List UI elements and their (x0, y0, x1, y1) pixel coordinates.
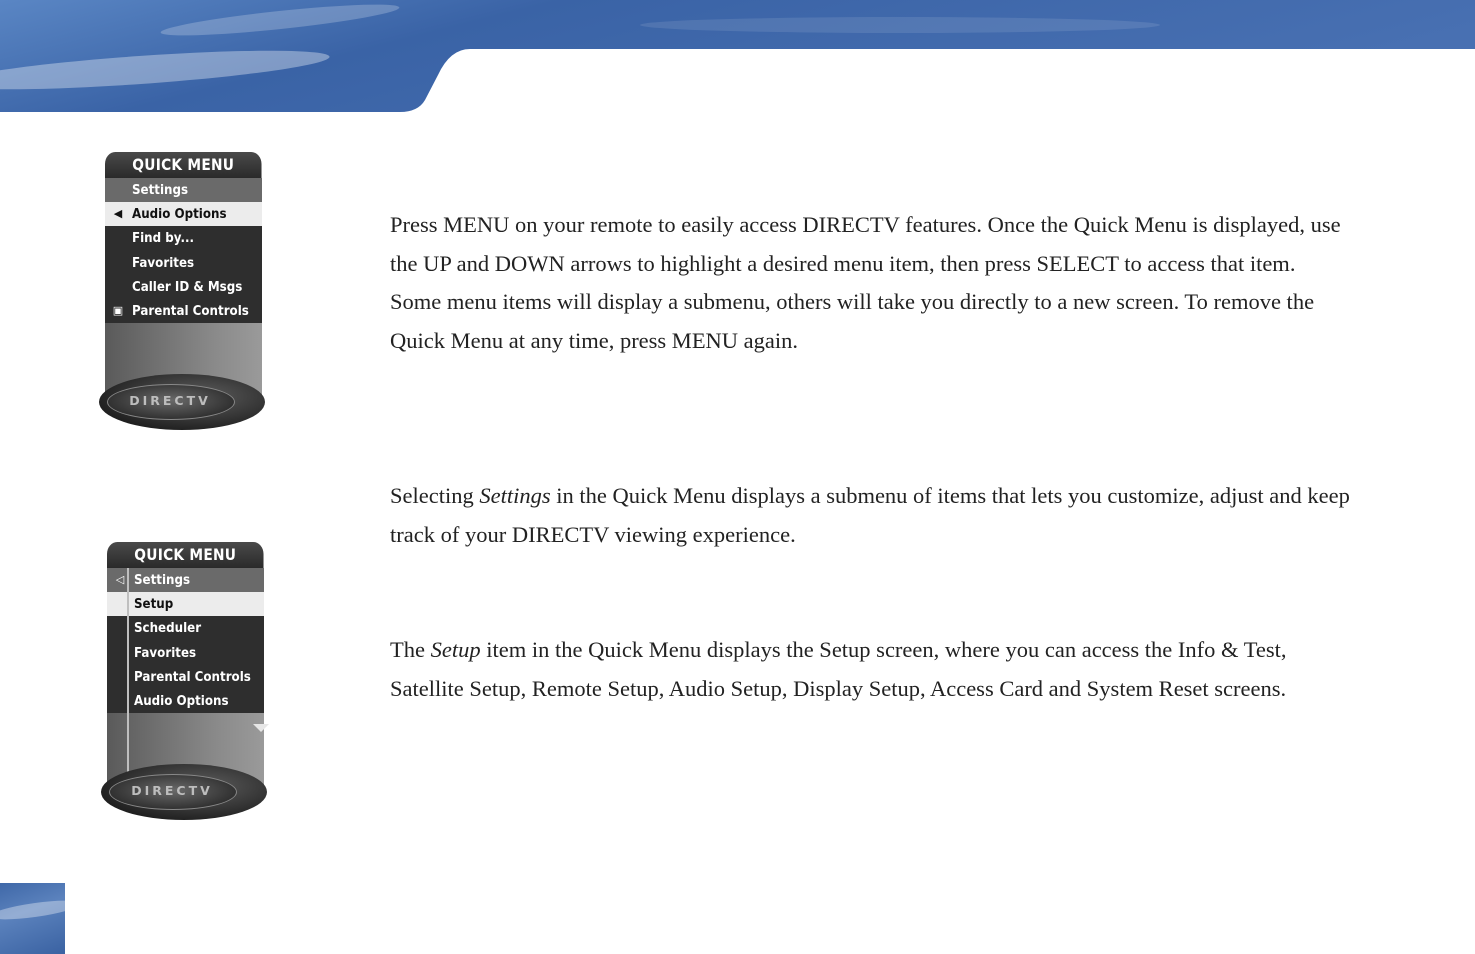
menu-item-audio-options: ◀ Audio Options (105, 202, 262, 226)
directv-logo: DIRECTV (99, 374, 265, 430)
quick-menu-title: QUICK MENU (107, 542, 264, 568)
directv-logo: DIRECTV (101, 764, 267, 820)
menu-item-settings: ◁ Settings (107, 568, 264, 592)
quick-menu-list (107, 568, 264, 713)
menu-item-scheduler: Scheduler (134, 620, 202, 637)
paragraph-quick-menu-intro: Press MENU on your remote to easily access DIRECTV features. Once the Quick Menu is displayed, use the UP and DOWN arrows to highlight a desired menu item, then press SELECT to access that item. Some menu items will display a submenu, others will take you directly to a new screen. To remove the Quick Menu at any time, press MENU again. (390, 212, 1341, 353)
menu-item-favorites: Favorites (132, 254, 195, 271)
scroll-down-icon (253, 724, 269, 732)
menu-item-settings: Settings (105, 178, 262, 202)
speaker-icon: ◀ (113, 207, 123, 221)
paragraph-settings: Selecting Settings in the Quick Menu displays a submenu of items that lets you customize, adjust and keep track of your DIRECTV viewing experience. (390, 483, 1350, 547)
menu-item-parental-controls: ▣ Parental Controls (105, 299, 262, 323)
menu-item-find-by: Find by... (132, 230, 194, 247)
page-corner-tab (0, 883, 65, 954)
header-banner (0, 0, 1475, 112)
menu-item-caller-id: Caller ID & Msgs (132, 278, 243, 295)
back-arrow-icon: ◁ (115, 573, 125, 586)
menu-divider (127, 568, 129, 788)
lock-icon: ▣ (112, 303, 124, 317)
menu-item-favorites: Favorites (134, 644, 197, 661)
paragraph-setup: The Setup item in the Quick Menu displays the Setup screen, where you can access the Info & Test, Satellite Setup, Remote Setup, Audio Setup, Display Setup, Access Card and System Reset screens. (390, 637, 1287, 701)
menu-item-parental-controls: Parental Controls (134, 668, 251, 685)
menu-item-setup: Setup (107, 592, 264, 616)
quick-menu-list (105, 178, 262, 323)
quick-menu-title: QUICK MENU (105, 152, 262, 178)
menu-item-audio-options: Audio Options (134, 692, 229, 709)
